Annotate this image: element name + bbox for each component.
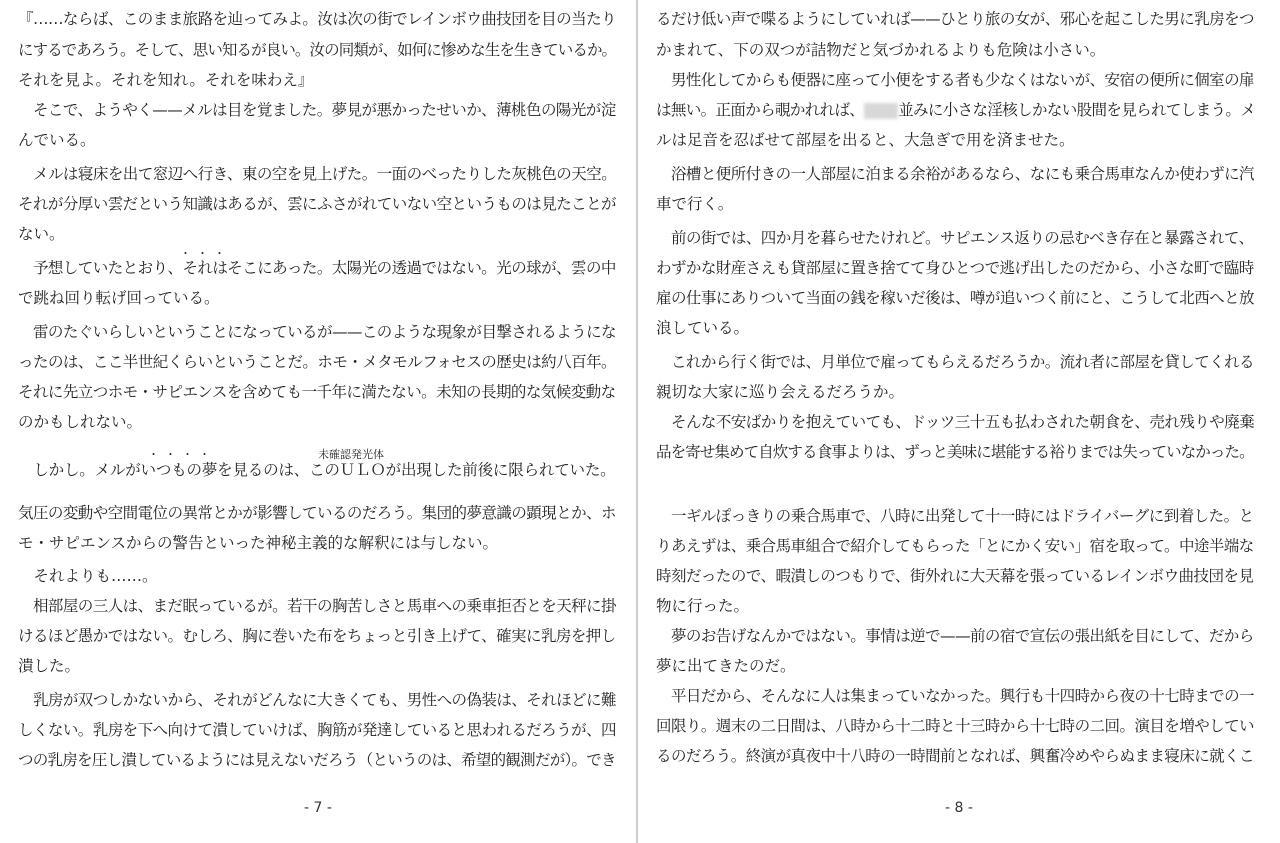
- text-line: 一ギルぽっきりの乗合馬車で、八時に出発して十一時にはドライバーグに到着した。と: [656, 507, 1254, 525]
- emphasis-dots: ・・・・: [148, 448, 216, 461]
- text-line: で跳ね回り転げ回っている。: [18, 289, 220, 307]
- text-line: ない。: [18, 225, 65, 243]
- text-line: るだけ低い声で喋るようにしていれば——ひとり旅の女が、邪心を起こした男に乳房をつ: [656, 10, 1255, 28]
- text-line: これから行く街では、月単位で雇ってもらえるだろうか。流れ者に部屋を貸してくれる: [656, 353, 1255, 371]
- text-line: るのだろう。終演が真夜中十八時の一時間前となれば、興奮冷めやらぬまま寝床に就くこ: [656, 747, 1255, 765]
- text-line: メルは寝床を出て窓辺へ行き、東の空を見上げた。一面のべったりした灰桃色の天空。: [18, 165, 617, 183]
- ruby-annotation: 未確認発光体: [318, 448, 384, 461]
- text-line: 予想していたとおり、それはそこにあった。太陽光の透過ではない。光の球が、雲の中: [18, 259, 616, 277]
- text-line: 気圧の変動や空間電位の異常とかが影響しているのだろう。集団的夢意識の顕現とか、ホ: [18, 504, 617, 522]
- page-number-right: - 8 -: [945, 800, 973, 816]
- text-line: しかし。メルがいつもの夢を見るのは、このＵＬＯが出現した前後に限られていた。: [18, 461, 616, 479]
- text-line: 相部屋の三人は、まだ眠っているが。若干の胸苦しさと馬車への乗車拒否とを天秤に掛: [18, 597, 617, 615]
- text-line: 雇の仕事にありついて当面の銭を稼いだ後は、噂が追いつく前にと、こうして北西へと放: [656, 289, 1255, 307]
- text-line: モ・サピエンスからの警告といった神秘主義的な解釈には与しない。: [18, 534, 499, 552]
- text-line: 男性化してからも便器に座って小便をする者も少なくはないが、安宿の便所に個室の扉: [656, 71, 1255, 89]
- text-line: 品を寄せ集めて自炊する食事よりは、ずっと美味に堪能する裕りまでは失っていなかった。: [656, 443, 1254, 461]
- page-number-left: - 7 -: [304, 800, 332, 816]
- text-line: 車で行く。: [656, 195, 734, 213]
- text-line: そんな不安ばかりを抱えていても、ドッツ三十五も払わされた朝食を、売れ残りや廃棄: [656, 413, 1255, 431]
- right-text-block: [638, 0, 1280, 843]
- text-line: 時刻だったので、暇潰しのつもりで、街外れに大天幕を張っているレインボウ曲技団を見: [656, 567, 1254, 585]
- text-line: それを見よ。それを知れ。それを味わえ』: [18, 71, 314, 89]
- text-line: 『……ならば、このまま旅路を辿ってみよ。汝は次の街でレインボウ曲技団を目の当たり: [18, 10, 617, 28]
- left-text-block: [0, 0, 636, 843]
- text-line: 乳房が双つしかないから、それがどんなに大きくても、男性への偽装は、それほどに難: [18, 691, 617, 709]
- page-right: [638, 0, 1280, 843]
- text-line: けるほど愚かではない。むしろ、胸に巻いた布をちょっと引き上げて、確実に乳房を押し: [18, 627, 616, 645]
- text-line: 前の街では、四か月を暮らせたけれど。サピエンス返りの忌むべき存在と暴露されて、: [656, 229, 1254, 247]
- text-line: それが分厚い雲だという知識はあるが、雲にふさがれていない空というものは見たことが: [18, 195, 617, 213]
- text-line: わずかな財産さえも貸部屋に置き捨てて身ひとつで逃げ出したのだから、小さな町で臨時: [656, 259, 1254, 277]
- text-line: にするであろう。そして、思い知るが良い。汝の同類が、如何に惨めな生を生きているか。: [18, 41, 617, 59]
- text-line: 親切な大家に巡り会えるだろうか。: [656, 383, 905, 401]
- text-line: 夢のお告げなんかではない。事情は逆で——前の宿で宣伝の張出紙を目にして、だから: [656, 627, 1254, 645]
- text-line: 平日だから、そんなに人は集まっていなかった。興行も十四時から夜の十七時までの一: [656, 687, 1255, 705]
- text-line: 浴槽と便所付きの一人部屋に泊まる余裕があるなら、なにも乗合馬車なんか使わずに汽: [656, 165, 1255, 183]
- text-line: 雷のたぐいらしいということになっているが——このような現象が目撃されるようにな: [18, 323, 617, 341]
- text-line: 潰した。: [18, 657, 81, 675]
- text-line: そこで、ようやく——メルは目を覚ました。夢見が悪かったせいか、薄桃色の陽光が淀: [18, 101, 616, 119]
- text-line: んでいる。: [18, 131, 96, 149]
- text-line: それよりも……。: [18, 567, 158, 585]
- text-line: 夢に出てきたのだ。: [656, 657, 796, 675]
- text-line: のかもしれない。: [18, 413, 143, 431]
- text-line: は無い。正面から覗かれれば、 並みに小さな淫核しかない股間を見られてしまう。メ: [656, 101, 1256, 119]
- text-line: つの乳房を圧し潰しているようには見えないだろう（というのは、希望的観測だが）。でき: [18, 751, 616, 769]
- page-left: [0, 0, 636, 843]
- emphasis-dots: ・・・: [180, 247, 231, 260]
- text-line: りあえずは、乗合馬車組合で紹介してもらった「とにかく安い」宿を取って。中途半端な: [656, 537, 1254, 555]
- text-line: 回限り。週末の二日間は、八時から十二時と十三時から十七時の二回。演目を増やしてい: [656, 717, 1255, 735]
- text-line: 浪している。: [656, 319, 750, 337]
- redacted-word: [864, 103, 898, 119]
- text-line: しくない。乳房を下へ向けて潰していけば、胸筋が発達していると思われるだろうが、四: [18, 721, 617, 739]
- text-line: それに先立つホモ・サピエンスを含めても一千年に満たない。未知の長期的な気候変動な: [18, 383, 616, 401]
- text-line: かまれて、下の双つが詰物だと気づかれるよりも危険は小さい。: [656, 41, 1106, 59]
- text-line: ルは足音を忍ばせて部屋を出ると、大急ぎで用を済ませた。: [656, 131, 1075, 149]
- text-line: 物に行った。: [656, 597, 750, 615]
- text-line: ったのは、ここ半世紀くらいということだ。ホモ・メタモルフォセスの歴史は約八百年。: [18, 353, 617, 371]
